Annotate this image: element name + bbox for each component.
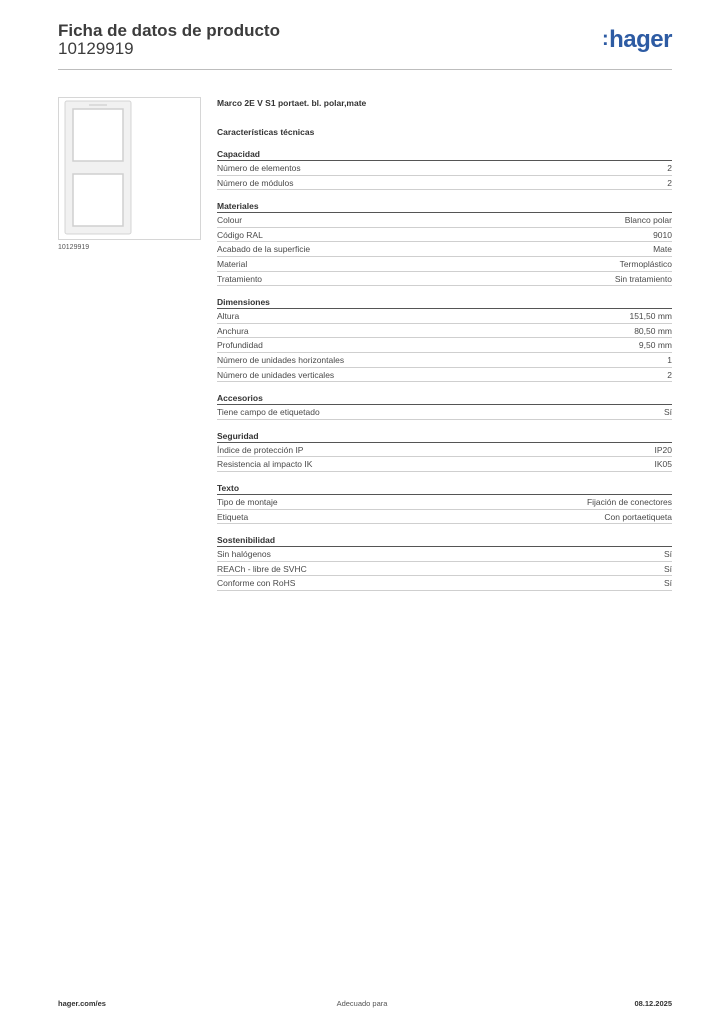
- spec-row: [217, 213, 672, 228]
- spec-value: Sí: [663, 549, 672, 560]
- spec-row: [217, 495, 672, 510]
- spec-row: [217, 257, 672, 272]
- spec-row: [217, 228, 672, 243]
- spec-value: Blanco polar: [624, 215, 672, 226]
- footer-center-text: Adecuado para: [336, 999, 388, 1008]
- spec-row: [217, 562, 672, 577]
- spec-row: [217, 443, 672, 458]
- spec-value: Sí: [663, 407, 672, 418]
- spec-label: Número de unidades horizontales: [217, 354, 345, 365]
- spec-row: [217, 353, 672, 368]
- spec-label: Profundidad: [217, 340, 263, 351]
- spec-group: [217, 430, 672, 472]
- spec-groups: [217, 148, 672, 591]
- spec-row: [217, 176, 672, 191]
- spec-row: [217, 547, 672, 562]
- spec-group-title: Materiales: [217, 200, 672, 213]
- product-name: Marco 2E V S1 portaet. bl. polar,mate: [217, 98, 367, 108]
- spec-label: Material: [217, 258, 248, 269]
- spec-value: IK05: [654, 459, 672, 470]
- hager-logo: [602, 26, 672, 54]
- spec-row: [217, 272, 672, 287]
- spec-label: REACh - libre de SVHC: [217, 563, 307, 574]
- spec-label: Índice de protección IP: [217, 444, 304, 455]
- spec-label: Tiene campo de etiquetado: [217, 407, 320, 418]
- page-title: Ficha de datos de producto: [58, 21, 280, 40]
- spec-label: Número de elementos: [217, 163, 301, 173]
- spec-group: [217, 392, 672, 420]
- footer-website: hager.com/es: [58, 999, 106, 1008]
- spec-group: [217, 148, 672, 190]
- spec-label: Resistencia al impacto IK: [217, 459, 313, 470]
- spec-value: Sí: [663, 578, 672, 589]
- spec-label: Altura: [217, 311, 240, 322]
- product-code: 10129919: [58, 39, 134, 58]
- header-divider: [58, 69, 672, 70]
- spec-value: 2: [667, 163, 672, 173]
- spec-group: [217, 200, 672, 286]
- spec-label: Número de unidades verticales: [217, 369, 335, 380]
- spec-value: 9,50 mm: [638, 340, 672, 351]
- spec-row: [217, 161, 672, 176]
- spec-value: 2: [667, 177, 672, 188]
- spec-row: [217, 338, 672, 353]
- spec-label: Acabado de la superficie: [217, 244, 311, 255]
- spec-value: 80,50 mm: [634, 325, 672, 336]
- image-caption: 10129919: [58, 244, 90, 251]
- spec-label: Tipo de montaje: [217, 496, 278, 507]
- footer-date: 08.12.2025: [634, 999, 672, 1008]
- spec-value: Sin tratamiento: [614, 273, 672, 284]
- spec-row: [217, 576, 672, 591]
- spec-row: [217, 309, 672, 324]
- spec-group: [217, 534, 672, 591]
- spec-group-title: Texto: [217, 482, 672, 495]
- frame-illustration: [59, 98, 200, 239]
- spec-group: [217, 296, 672, 382]
- spec-value: 1: [667, 354, 672, 365]
- spec-value: 2: [667, 369, 672, 380]
- spec-row: [217, 405, 672, 420]
- spec-value: 151,50 mm: [629, 311, 672, 322]
- spec-label: Código RAL: [217, 229, 263, 240]
- spec-group-title: Sostenibilidad: [217, 534, 672, 547]
- spec-row: [217, 457, 672, 472]
- spec-row: [217, 324, 672, 339]
- spec-value: IP20: [654, 444, 672, 455]
- spec-row: [217, 368, 672, 383]
- spec-value: Termoplástico: [619, 258, 672, 269]
- spec-group: [217, 482, 672, 524]
- technical-characteristics-heading: Características técnicas: [217, 127, 315, 137]
- spec-label: Sin halógenos: [217, 549, 271, 560]
- spec-label: Etiqueta: [217, 511, 249, 522]
- spec-label: Número de módulos: [217, 177, 294, 188]
- spec-value: Fijación de conectores: [586, 496, 672, 507]
- spec-label: Conforme con RoHS: [217, 578, 296, 589]
- spec-value: Sí: [663, 563, 672, 574]
- spec-content: [217, 96, 672, 591]
- spec-label: Colour: [217, 215, 243, 226]
- spec-value: Mate: [653, 244, 672, 255]
- spec-label: Anchura: [217, 325, 249, 336]
- spec-group-title: Capacidad: [217, 148, 672, 161]
- spec-value: Con portaetiqueta: [604, 511, 672, 522]
- spec-group-title: Accesorios: [217, 392, 672, 405]
- spec-row: [217, 242, 672, 257]
- logo-colon-mark: :: [601, 28, 609, 50]
- logo-text: hager: [609, 26, 672, 53]
- product-image: [58, 97, 201, 240]
- spec-group-title: Seguridad: [217, 430, 672, 443]
- spec-group-title: Dimensiones: [217, 296, 672, 309]
- spec-value: 9010: [653, 229, 672, 240]
- spec-label: Tratamiento: [217, 273, 263, 284]
- spec-row: [217, 510, 672, 525]
